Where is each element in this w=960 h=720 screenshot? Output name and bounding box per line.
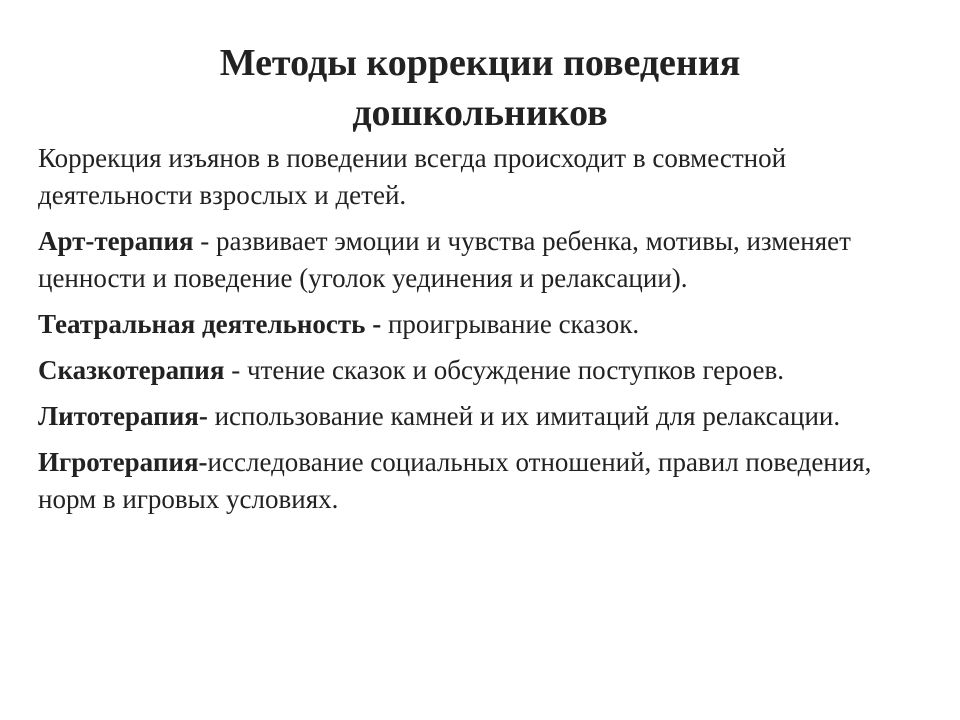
intro-paragraph: Коррекция изъянов в поведении всегда происходит в совместной деятельности взрослых и детей. bbox=[38, 143, 787, 210]
method-description: - чтение сказок и обсуждение поступков героев. bbox=[224, 355, 784, 385]
method-theatre-activity bbox=[38, 306, 908, 343]
slide-title bbox=[0, 38, 960, 138]
method-term: Игротерапия- bbox=[38, 447, 208, 477]
method-play-therapy bbox=[38, 444, 908, 518]
method-litho-therapy bbox=[38, 398, 908, 435]
method-description: исследование социальных отношений, правил поведения, норм в игровых условиях. bbox=[38, 447, 872, 514]
method-description: использование камней и их имитаций для релаксации. bbox=[207, 401, 841, 431]
method-art-therapy bbox=[38, 223, 908, 297]
method-term: Арт-терапия bbox=[38, 226, 194, 256]
slide-title-line-2: дошкольников bbox=[352, 92, 608, 134]
method-term: Литотерапия- bbox=[38, 401, 208, 431]
method-fairy-tale-therapy bbox=[38, 352, 908, 389]
slide-title-line-1: Методы коррекции поведения bbox=[219, 42, 741, 84]
method-description: - развивает эмоции и чувства ребенка, мотивы, изменяет ценности и поведение (уголок уединения и релаксации). bbox=[38, 226, 851, 293]
method-term: Сказкотерапия bbox=[38, 355, 225, 385]
method-description: проигрывание сказок. bbox=[381, 309, 640, 339]
slide-content bbox=[38, 140, 908, 527]
method-term: Театральная деятельность - bbox=[38, 309, 382, 339]
